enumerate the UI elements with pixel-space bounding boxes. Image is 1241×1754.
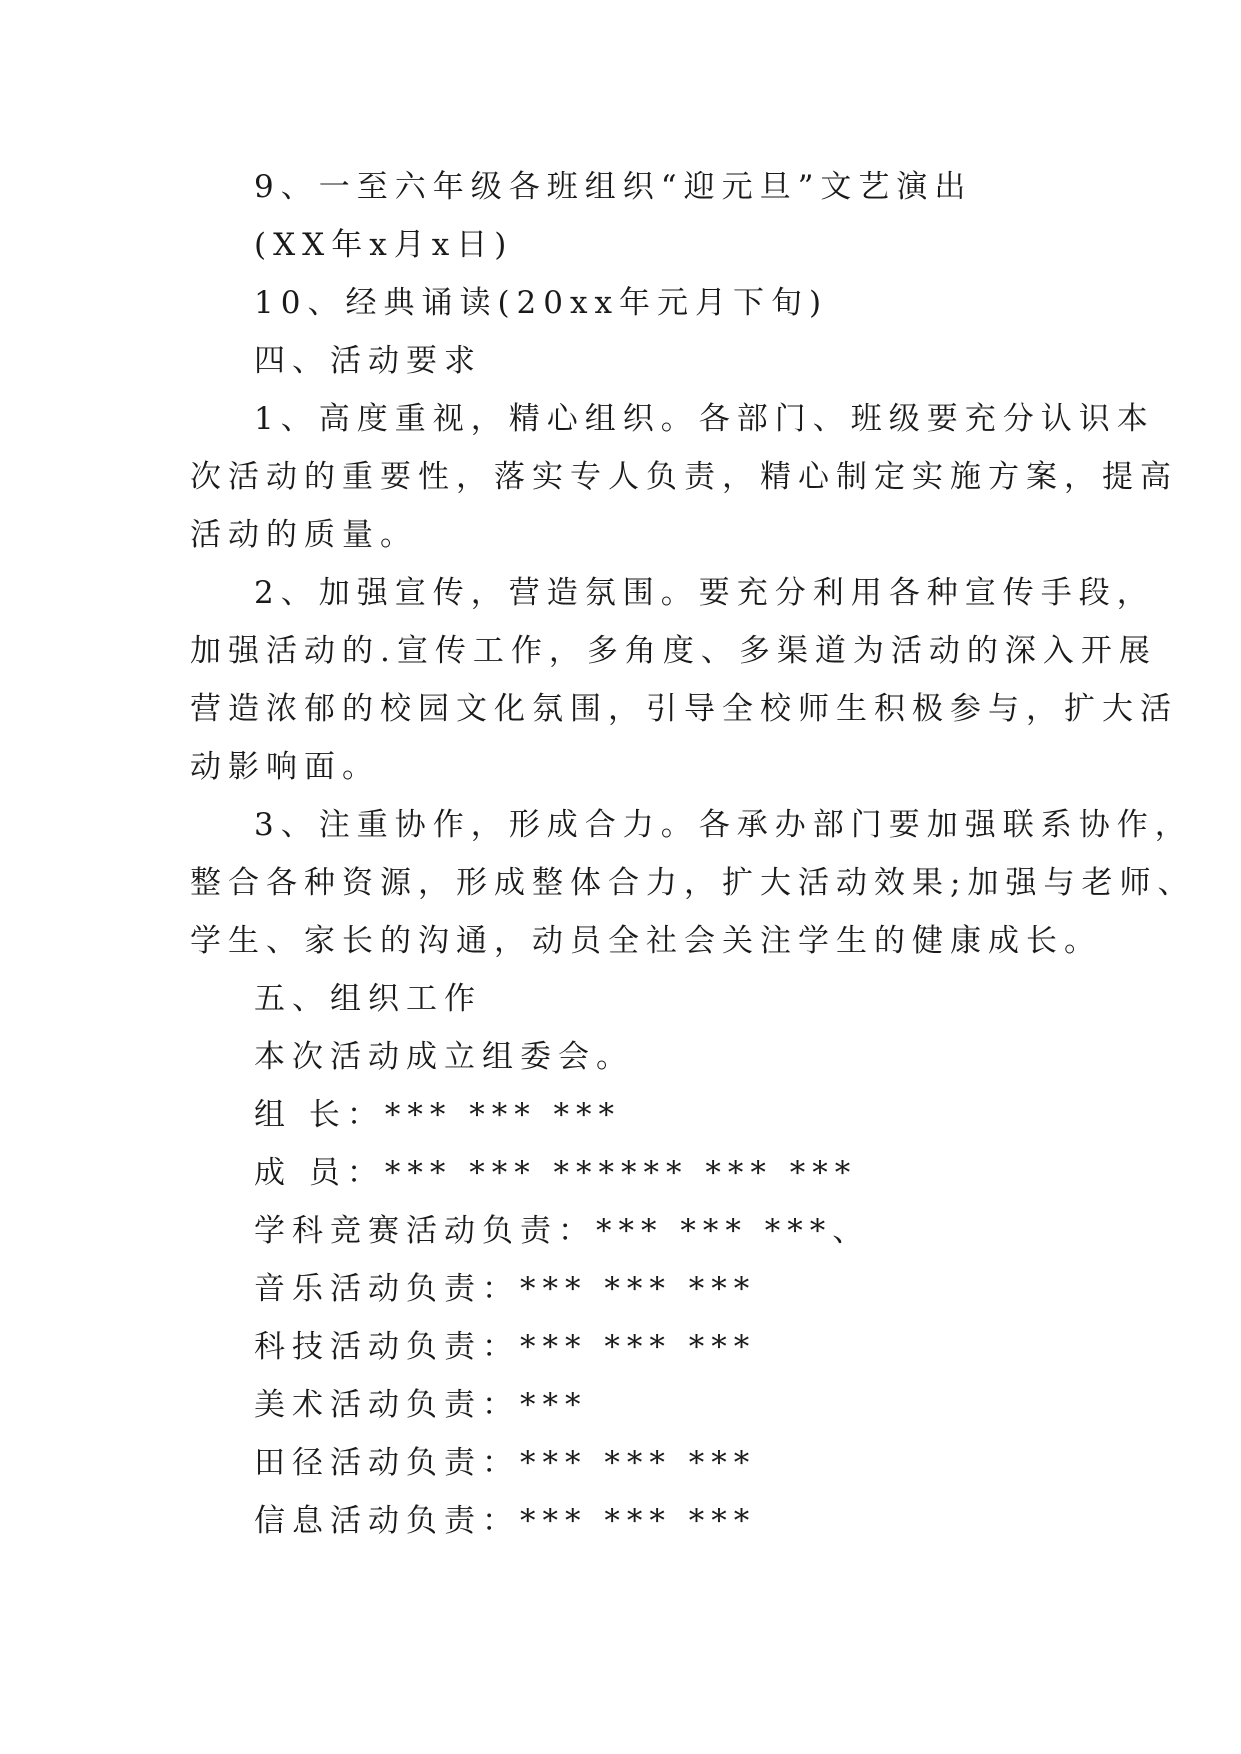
requirement-2-line-4: 动影响面。 xyxy=(190,749,380,785)
requirement-3-paragraph xyxy=(190,796,1196,970)
committee-members: 成 员：*** *** ****** *** *** xyxy=(254,1155,858,1191)
requirement-2-line-2: 加强活动的.宣传工作，多角度、多渠道为活动的深入开展 xyxy=(190,633,1157,669)
document-body xyxy=(190,158,1196,1550)
info-lead: 信息活动负责：*** *** *** xyxy=(254,1503,757,1539)
requirement-2-paragraph xyxy=(190,564,1178,796)
requirement-1-line-1: 1、高度重视，精心组织。各部门、班级要充分认识本 xyxy=(254,401,1155,437)
committee-intro: 本次活动成立组委会。 xyxy=(254,1039,634,1075)
item-9-line: 9、一至六年级各班组织“迎元旦”文艺演出 xyxy=(254,169,973,205)
item-9-date-line: (XX年x月x日) xyxy=(254,227,514,263)
music-lead: 音乐活动负责：*** *** *** xyxy=(254,1271,757,1307)
requirement-2-line-3: 营造浓郁的校园文化氛围，引导全校师生积极参与，扩大活 xyxy=(190,691,1178,727)
requirement-1-paragraph xyxy=(190,390,1178,564)
art-lead: 美术活动负责：*** xyxy=(254,1387,588,1423)
section-4-heading: 四、活动要求 xyxy=(254,343,482,379)
item-10-line: 10、经典诵读(20xx年元月下旬) xyxy=(254,285,829,321)
track-lead: 田径活动负责：*** *** *** xyxy=(254,1445,757,1481)
requirement-2-line-1: 2、加强宣传，营造氛围。要充分利用各种宣传手段， xyxy=(254,575,1155,611)
requirement-3-line-3: 学生、家长的沟通，动员全社会关注学生的健康成长。 xyxy=(190,923,1102,959)
committee-leader: 组 长：*** *** *** xyxy=(254,1097,622,1133)
requirement-1-line-3: 活动的质量。 xyxy=(190,517,418,553)
requirement-1-line-2: 次活动的重要性，落实专人负责，精心制定实施方案，提高 xyxy=(190,459,1178,495)
requirement-3-line-2: 整合各种资源，形成整体合力，扩大活动效果;加强与老师、 xyxy=(190,865,1196,901)
tech-lead: 科技活动负责：*** *** *** xyxy=(254,1329,757,1365)
requirement-3-line-1: 3、注重协作，形成合力。各承办部门要加强联系协作， xyxy=(254,807,1193,843)
competition-lead: 学科竞赛活动负责：*** *** ***、 xyxy=(254,1213,871,1249)
section-5-heading: 五、组织工作 xyxy=(254,981,482,1017)
